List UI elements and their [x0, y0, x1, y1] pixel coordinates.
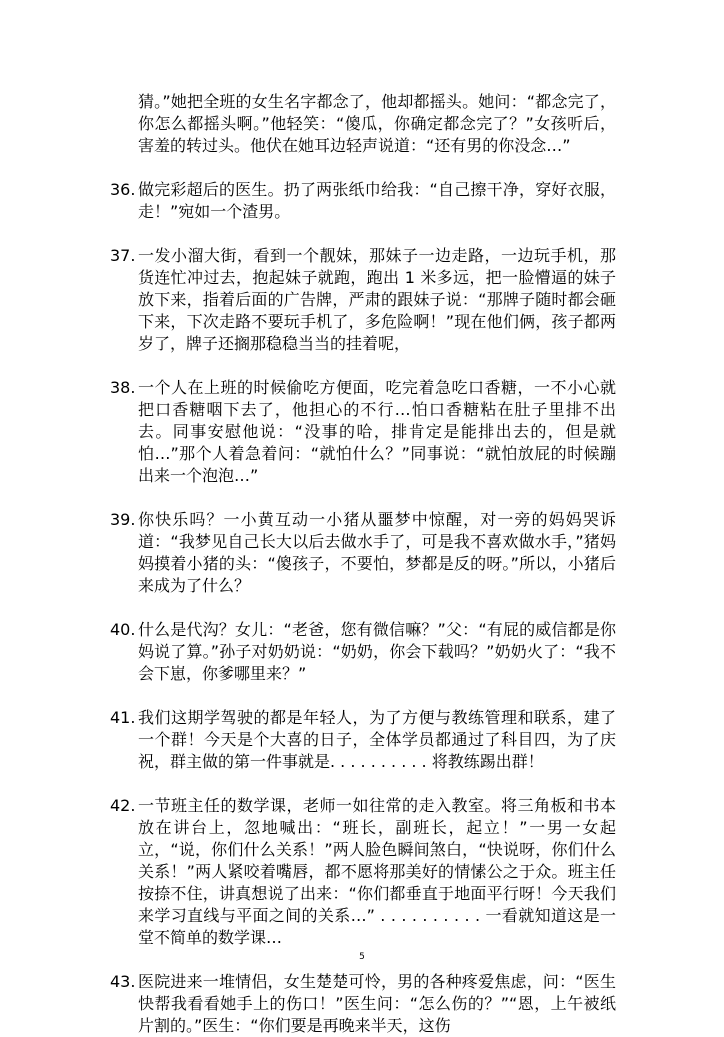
list-item	[110, 971, 616, 1037]
list-item	[110, 795, 616, 949]
item-number: 40.	[110, 620, 136, 639]
item-number: 36.	[110, 180, 136, 199]
continued-paragraph: 猜。”她把全班的女生名字都念了，他却都摇头。她问：“都念完了，你怎么都摇头啊。”他轻笑：“傻瓜，你确定都念完了？”女孩听后，害羞的转过头。他伏在她耳边轻声说道：“还有男的你没念…”	[138, 92, 616, 155]
list-item	[110, 707, 616, 773]
page-number: 5	[359, 952, 365, 962]
list-item	[110, 377, 616, 487]
list-item	[110, 179, 616, 223]
document-body	[110, 91, 616, 1037]
item-number: 37.	[110, 246, 136, 265]
list-item	[110, 509, 616, 597]
item-text: 什么是代沟？女儿：“老爸，您有微信嘛？”父：“有屁的威信都是你妈说了算。”孙子对奶奶说：“奶奶，你会下载吗？”奶奶火了：“我不会下崽，你爹哪里来？”	[138, 620, 616, 683]
list-item	[110, 619, 616, 685]
item-text: 你快乐吗？一小黄互动一小猪从噩梦中惊醒，对一旁的妈妈哭诉道：“我梦见自己长大以后去做水手了，可是我不喜欢做水手，”猪妈妈摸着小猪的头：“傻孩子，不要怕，梦都是反的呀。”所以，小猪后来成为了什么？	[138, 510, 616, 595]
item-number: 41.	[110, 708, 136, 727]
item-text: 医院进来一堆情侣，女生楚楚可怜，男的各种疼爱焦虑，问：“医生快帮我看看她手上的伤口！”医生问：“怎么伤的？”“恩，上午被纸片割的。”医生：“你们要是再晚来半天，这伤	[138, 972, 616, 1035]
item-text: 我们这期学驾驶的都是年轻人，为了方便与教练管理和联系，建了一个群！今天是个大喜的日子，全体学员都通过了科目四，为了庆祝，群主做的第一件事就是. . . . . . . . . . 将教练踢出群！	[138, 708, 616, 771]
item-number: 38.	[110, 378, 136, 397]
item-number: 43.	[110, 972, 136, 991]
item-text: 一个人在上班的时候偷吃方便面，吃完着急吃口香糖，一不小心就把口香糖咽下去了，他担心的不行…怕口香糖粘在肚子里排不出去。同事安慰他说：“没事的哈，排肯定是能排出去的，但是就怕…”那个人着急着问：“就怕什么？”同事说：“就怕放屁的时候蹦出来一个泡泡…”	[138, 378, 616, 485]
item-number: 42.	[110, 796, 136, 815]
joke-list	[110, 179, 616, 1037]
item-text: 做完彩超后的医生。扔了两张纸巾给我：“自己擦干净，穿好衣服，走！”宛如一个渣男。	[138, 180, 616, 221]
item-text: 一节班主任的数学课，老师一如往常的走入教室。将三角板和书本放在讲台上，忽地喊出：“班长，副班长，起立！”一男一女起立，“说，你们什么关系！”两人脸色瞬间煞白，“快说呀，你们什么关系！”两人紧咬着嘴唇，都不愿将那美好的情愫公之于众。班主任按捺不住，讲真想说了出来：“你们都垂直于地面平行呀！今天我们来学习直线与平面之间的关系…” . . . . . . . . . . 一看就知道这是一堂不简单的数学课…	[138, 796, 616, 947]
item-number: 39.	[110, 510, 136, 529]
list-item	[110, 245, 616, 355]
item-text: 一发小溜大街，看到一个靓妹，那妹子一边走路，一边玩手机，那货连忙冲过去，抱起妹子就跑，跑出 1 米多远，把一脸懵逼的妹子放下来，指着后面的广告牌，严肃的跟妹子说：“那牌子随时都会砸下来，下次走路不要玩手机了，多危险啊！”现在他们俩，孩子都两岁了，牌子还搁那稳稳当当的挂着呢，	[138, 246, 616, 353]
